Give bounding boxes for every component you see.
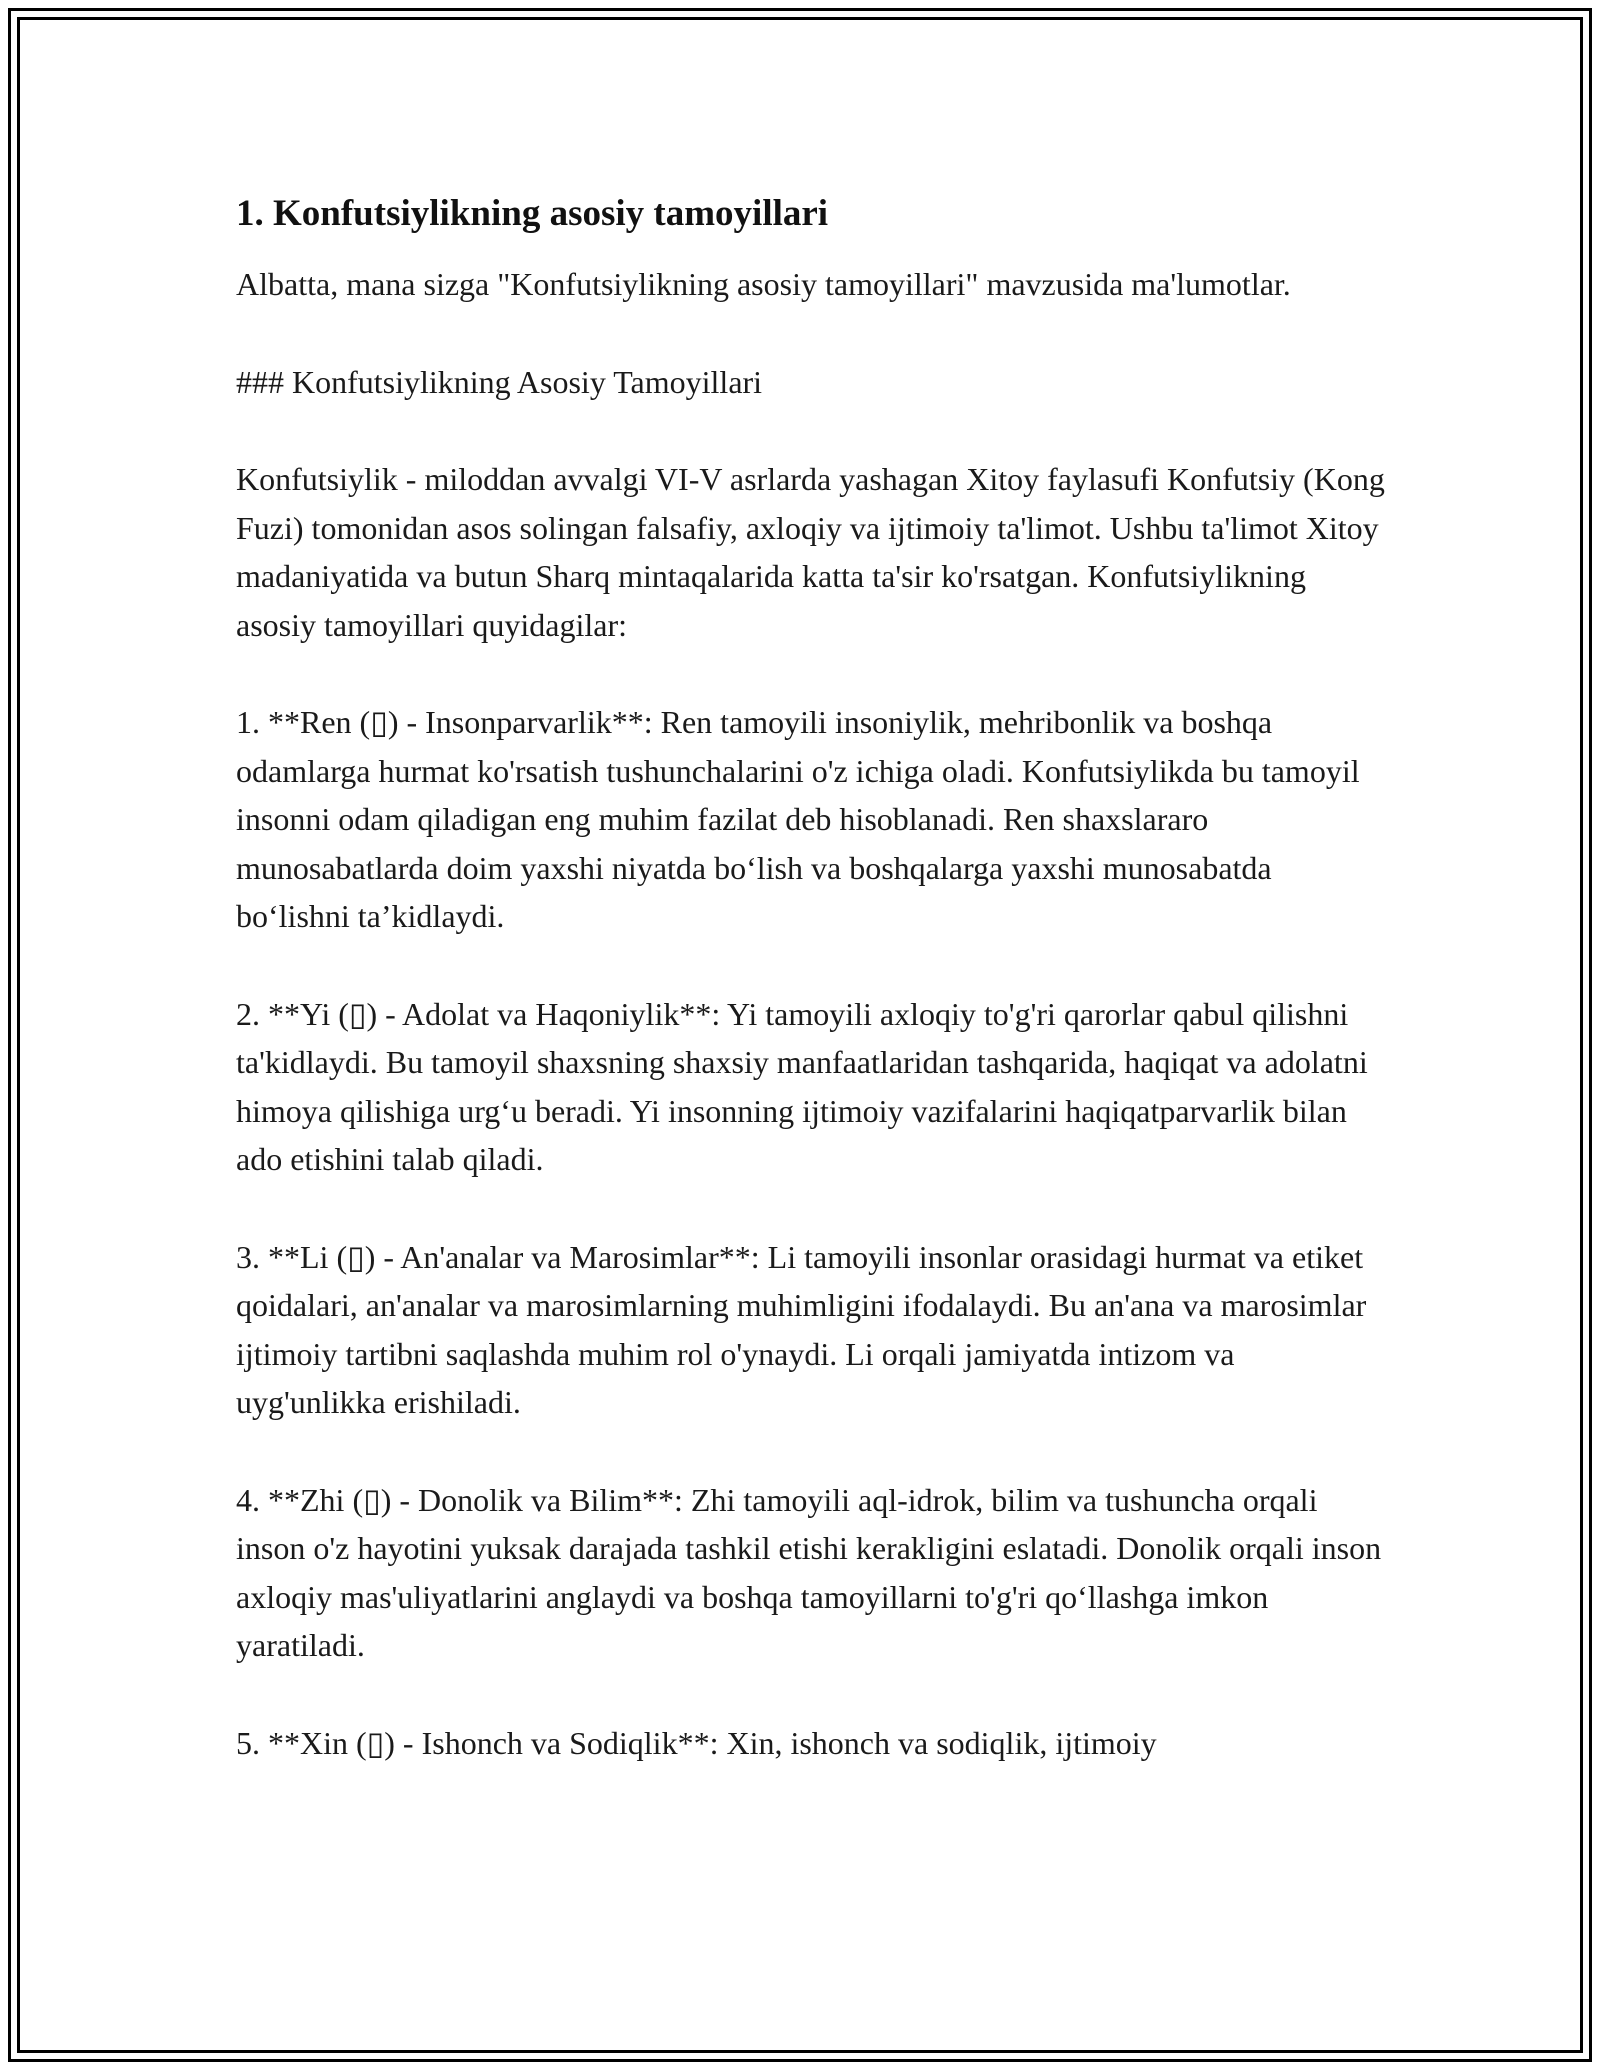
intro-paragraph: Albatta, mana sizga "Konfutsiylikning asosiy tamoyillari" mavzusida ma'lumotlar.	[236, 266, 1291, 302]
overview-paragraph: Konfutsiylik - miloddan avvalgi VI-V asrlarda yashagan Xitoy faylasufi Konfutsiy (Kong Fuzi) tomonidan asos solingan falsafiy, axloqiy va ijtimoiy ta'limot. Ushbu ta'limot Xitoy madaniyatida va butun Sharq mintaqalarida katta ta'sir ko'rsatgan. Konfutsiylikning asosiy tamoyillari quyidagilar:	[236, 461, 1385, 643]
document-body	[236, 190, 1386, 1816]
principle-xin-paragraph: 5. **Xin (▯) - Ishonch va Sodiqlik**: Xin, ishonch va sodiqlik, ijtimoiy	[236, 1724, 1157, 1761]
principle-ren-paragraph: 1. **Ren (▯) - Insonparvarlik**: Ren tamoyili insoniylik, mehribonlik va boshqa odamlarga hurmat ko'rsatish tushunchalarini o'z ichiga oladi. Konfutsiylikda bu tamoyil insonni odam qiladigan eng muhim fazilat deb hisoblanadi. Ren shaxslararo munosabatlarda doim yaxshi niyatda bo‘lish va boshqalarga yaxshi munosabatda bo‘lishni ta’kidlaydi.	[236, 704, 1360, 934]
document-heading: 1. Konfutsiylikning asosiy tamoyillari	[236, 193, 829, 234]
principle-yi-paragraph: 2. **Yi (▯) - Adolat va Haqoniylik**: Yi tamoyili axloqiy to'g'ri qarorlar qabul qilishni ta'kidlaydi. Bu tamoyil shaxsning shaxsiy manfaatlaridan tashqarida, haqiqat va adolatni himoya qilishiga urg‘u beradi. Yi insonning ijtimoiy vazifalarini haqiqatparvarlik bilan ado etishini talab qiladi.	[236, 995, 1368, 1177]
principle-li-paragraph: 3. **Li (▯) - An'analar va Marosimlar**: Li tamoyili insonlar orasidagi hurmat va etiket qoidalari, an'analar va marosimlarning muhimligini ifodalaydi. Bu an'ana va marosimlar ijtimoiy tartibni saqlashda muhim rol o'ynaydi. Li orqali jamiyatda intizom va uyg'unlikka erishiladi.	[236, 1238, 1367, 1420]
principle-zhi-paragraph: 4. **Zhi (▯) - Donolik va Bilim**: Zhi tamoyili aql-idrok, bilim va tushuncha orqali inson o'z hayotini yuksak darajada tashkil etishi kerakligini eslatadi. Donolik orqali inson axloqiy mas'uliyatlarini anglaydi va boshqa tamoyillarni to'g'ri qo‘llashga imkon yaratiladi.	[236, 1481, 1382, 1663]
subheading-paragraph: ### Konfutsiylikning Asosiy Tamoyillari	[236, 363, 763, 400]
